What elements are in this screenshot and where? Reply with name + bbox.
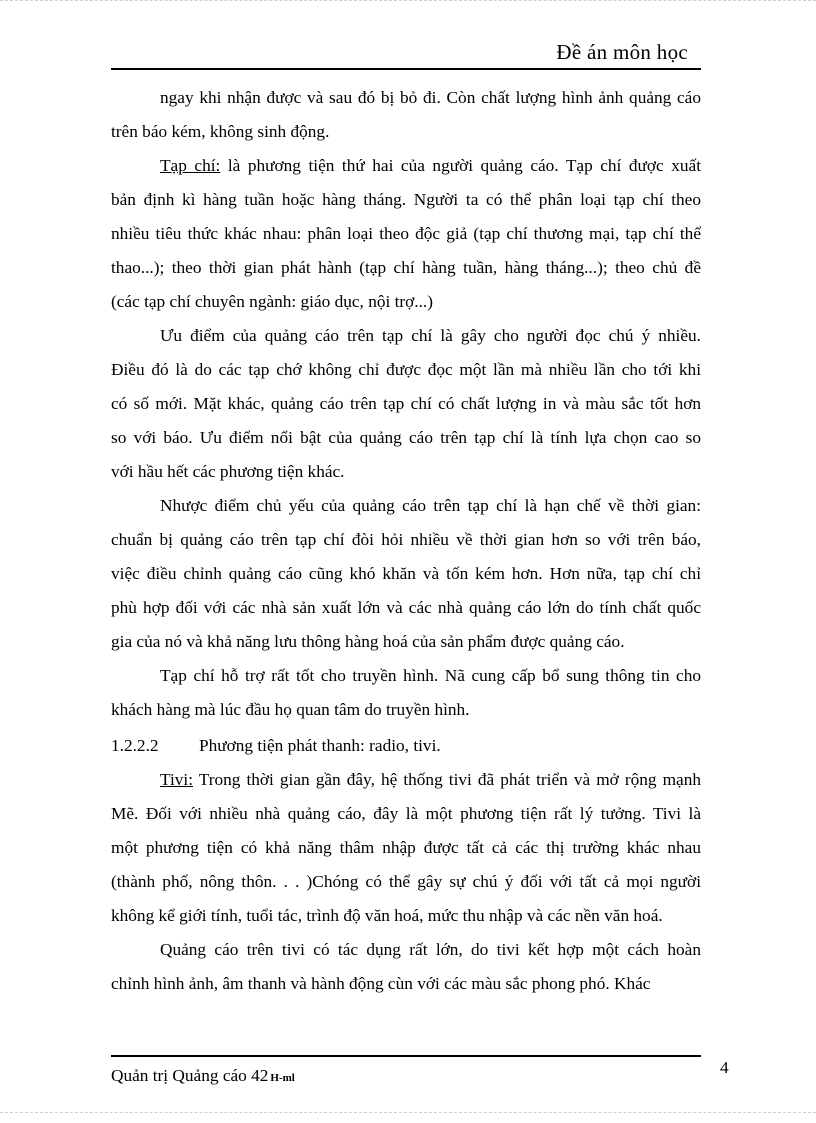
header-rule xyxy=(111,68,701,70)
text-line: Tivi: Trong thời gian gần đây, hệ thống tivi đã phát triển và mở rộng mạnh xyxy=(160,770,701,789)
text-line: với hầu hết các phương tiện khác. xyxy=(111,462,345,481)
text-line: (các tạp chí chuyên ngành: giáo dục, nội trợ...) xyxy=(111,292,434,311)
text-line: khách hàng mà lúc đầu họ quan tâm do truyền hình. xyxy=(111,700,470,719)
footer-rule xyxy=(111,1055,701,1057)
text-line: Ưu điểm của quảng cáo trên tạp chí là gây cho người đọc chú ý nhiều. xyxy=(160,326,701,345)
text-line: trên báo kém, không sinh động. xyxy=(111,122,330,141)
text-line: thao...); theo thời gian phát hành (tạp chí hàng tuần, hàng tháng...); theo chủ đề xyxy=(111,258,701,277)
text-line: gia của nó và khả năng lưu thông hàng hoá của sản phẩm được quảng cáo. xyxy=(111,632,625,651)
text-line: Mẽ. Đối với nhiều nhà quảng cáo, đây là một phương tiện rất lý tưởng. Tivi là xyxy=(111,804,701,823)
page-number: 4 xyxy=(720,1058,729,1077)
text-line: Tạp chí hỗ trợ rất tốt cho truyền hình. Nã cung cấp bổ sung thông tin cho xyxy=(160,666,701,685)
text-line: một phương tiện có khả năng thâm nhập được tất cả các thị trường khác nhau xyxy=(111,838,701,857)
header-title: Đề án môn học xyxy=(556,40,688,64)
text-line: (thành phố, nông thôn. . . )Chóng có thể gây sự chú ý đối với tất cả mọi người xyxy=(111,872,701,891)
text-line: so với báo. Ưu điểm nổi bật của quảng cáo trên tạp chí là tính lựa chọn cao so xyxy=(111,428,701,447)
section-title: Phương tiện phát thanh: radio, tivi. xyxy=(199,736,441,755)
section-number: 1.2.2.2 xyxy=(111,736,159,755)
text-line: Điều đó là do các tạp chớ không chỉ được đọc một lần mà nhiều lần cho tới khi xyxy=(111,360,701,379)
term-tap-chi: Tạp chí: xyxy=(160,156,221,175)
text-line: chỉnh hình ảnh, âm thanh và hành động cùn với các màu sắc phong phó. Khác xyxy=(111,974,651,993)
text-line: nhiều tiêu thức khác nhau: phân loại theo độc giả (tạp chí thương mại, tạp chí thể xyxy=(111,224,701,243)
text-line: Tạp chí: là phương tiện thứ hai của người quảng cáo. Tạp chí được xuất xyxy=(160,156,702,175)
text-line: Quảng cáo trên tivi có tác dụng rất lớn, do tivi kết hợp một cách hoàn xyxy=(160,940,701,959)
section-heading xyxy=(111,736,701,756)
text-line: có số mới. Mặt khác, quảng cáo trên tạp chí có chất lượng in và màu sắc tốt hơn xyxy=(111,394,701,413)
page-edge-top xyxy=(0,0,816,1)
text-line: bản định kì hàng tuần hoặc hàng tháng. Người ta có thể phân loại tạp chí theo xyxy=(111,190,701,209)
page-edge-bottom xyxy=(0,1112,816,1113)
text-line: không kể giới tính, tuổi tác, trình độ văn hoá, mức thu nhập và các nền văn hoá. xyxy=(111,906,663,925)
text-line: Nhược điểm chủ yếu của quảng cáo trên tạp chí là hạn chế về thời gian: xyxy=(160,496,701,515)
term-tivi: Tivi: xyxy=(160,770,193,789)
text-line: ngay khi nhận được và sau đó bị bỏ đi. Còn chất lượng hình ảnh quảng cáo xyxy=(160,88,701,107)
text-line: việc điều chỉnh quảng cáo cũng khó khăn và tốn kém hơn. Hơn nữa, tạp chí chỉ xyxy=(111,564,701,583)
text-line: chuẩn bị quảng cáo trên tạp chí đòi hỏi nhiều về thời gian hơn so với trên báo, xyxy=(111,530,701,549)
text-line: phù hợp đối với các nhà sản xuất lớn và các nhà quảng cáo lớn do tính chất quốc xyxy=(111,598,701,617)
footer-text: Quản trị Quảng cáo 42 H-ml xyxy=(111,1066,295,1085)
